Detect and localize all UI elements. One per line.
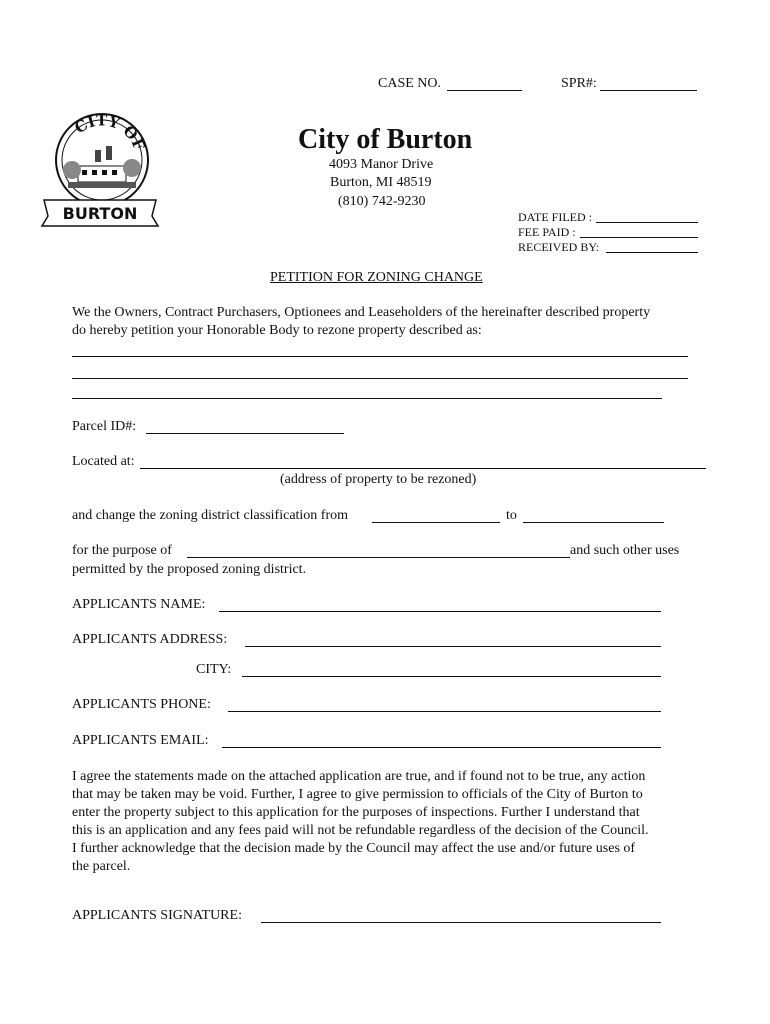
parcel-label: Parcel ID#: [72, 419, 137, 434]
case-no-label: CASE NO. [378, 76, 442, 91]
intro-line2: do hereby petition your Honorable Body to rezone property described as: [72, 323, 482, 338]
agreement-line: the parcel. [72, 859, 131, 874]
intro-line1: We the Owners, Contract Purchasers, Optionees and Leaseholders of the hereinafter described property [72, 305, 651, 320]
agreement-line: that may be taken may be void. Further, I agree to give permission to officials of the City of Burton to [72, 787, 643, 802]
signature-field[interactable] [261, 922, 661, 923]
received-by-label: RECEIVED BY: [518, 240, 600, 254]
agreement-line: I agree the statements made on the attached application are true, and if found not to be true, any action [72, 769, 646, 784]
change-label: and change the zoning district classification from [72, 508, 349, 523]
purpose-suffix: and such other uses [570, 543, 680, 558]
applicant-address-field[interactable] [245, 646, 661, 647]
purpose-field[interactable] [187, 557, 570, 558]
purpose-label: for the purpose of [72, 543, 172, 558]
date-filed-field[interactable] [596, 222, 698, 223]
city-title: City of Burton [298, 124, 473, 155]
seal-text-top: CITY OF [71, 111, 149, 153]
agreement-paragraph [72, 768, 702, 876]
description-line3[interactable] [72, 398, 662, 399]
zoning-from-field[interactable] [372, 522, 500, 523]
signature-label: APPLICANTS SIGNATURE: [72, 908, 242, 923]
description-line2[interactable] [72, 378, 688, 379]
applicant-phone-label: APPLICANTS PHONE: [72, 697, 211, 712]
seal-text-bottom: BURTON [62, 204, 138, 223]
applicant-email-field[interactable] [222, 747, 661, 748]
applicant-name-field[interactable] [219, 611, 661, 612]
spr [561, 76, 597, 92]
case-no-field[interactable] [447, 90, 522, 91]
case-no [378, 76, 441, 92]
city-phone: (810) 742-9230 [338, 194, 426, 209]
city-seal-logo [40, 108, 160, 233]
city-address-line2: Burton, MI 48519 [330, 175, 432, 190]
located-label: Located at: [72, 454, 135, 469]
date-filed-label: DATE FILED : [518, 210, 592, 224]
description-line1[interactable] [72, 356, 688, 357]
applicant-city-label: CITY: [196, 662, 232, 677]
fee-paid-field[interactable] [580, 237, 698, 238]
to-label: to [506, 508, 517, 523]
agreement-line: I further acknowledge that the decision made by the Council may affect the use and/or future uses of [72, 841, 636, 856]
applicant-phone-field[interactable] [228, 711, 661, 712]
fee-paid-label: FEE PAID : [518, 225, 576, 239]
spr-label: SPR#: [561, 76, 597, 91]
spr-field[interactable] [600, 90, 697, 91]
applicant-name-label: APPLICANTS NAME: [72, 597, 206, 612]
applicant-email-label: APPLICANTS EMAIL: [72, 733, 209, 748]
city-address-line1: 4093 Manor Drive [329, 157, 434, 172]
agreement-line: enter the property subject to this application for the purposes of inspections. Further I understand that [72, 805, 640, 820]
applicant-address-label: APPLICANTS ADDRESS: [72, 632, 228, 647]
agreement-line: this is an application and any fees paid will not be refundable regardless of the decision of the Council. [72, 823, 649, 838]
received-by-field[interactable] [606, 252, 698, 253]
form-title: PETITION FOR ZONING CHANGE [270, 270, 483, 285]
purpose-line2: permitted by the proposed zoning district. [72, 562, 307, 577]
located-hint: (address of property to be rezoned) [280, 472, 477, 487]
located-field[interactable] [140, 468, 706, 469]
parcel-field[interactable] [146, 433, 344, 434]
zoning-to-field[interactable] [523, 522, 664, 523]
applicant-city-field[interactable] [242, 676, 661, 677]
